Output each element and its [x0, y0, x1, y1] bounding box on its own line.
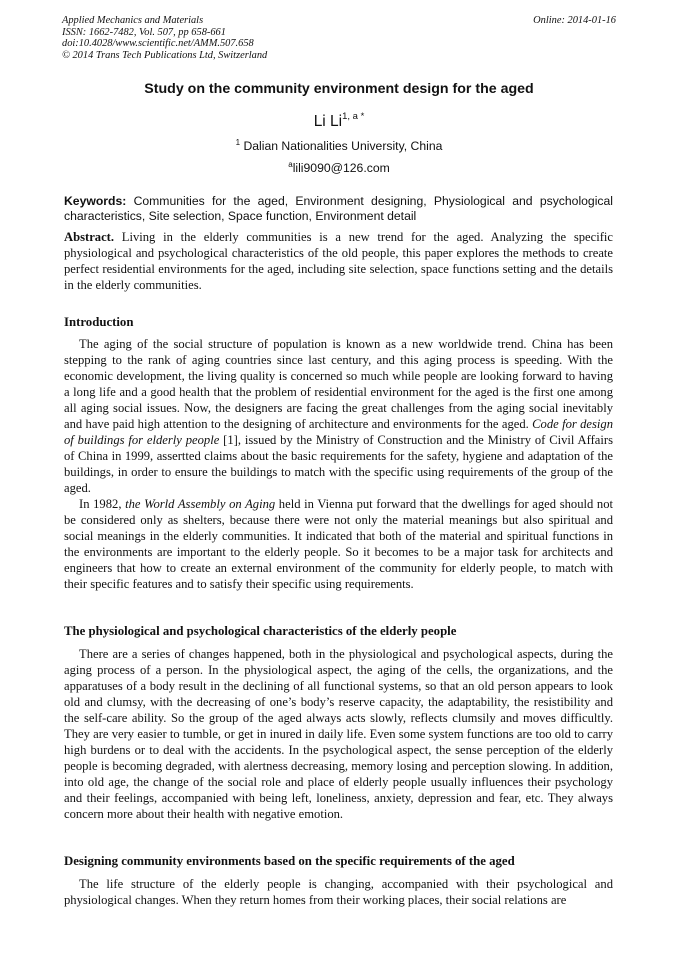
online-date: Online: 2014-01-16 [533, 15, 616, 26]
intro-p1-text-a: The aging of the social structure of population is known as a new worldwide trend. China has been stepping to the rank of aging countries since last century, and this aging process is speeding. With the economic development, the living quality is concerned so much while people are looking forward to having a long life and a good health that the problem of residential environment for the aged is the first one among all aging social issues. Now, the designers are facing the great challenges from the aging social inevitably and have paid high attention to the designing of architecture and environments for the aged. [64, 337, 613, 431]
section-heading-design: Designing community environments based on the specific requirements of the aged [64, 854, 515, 868]
journal-name: Applied Mechanics and Materials [62, 15, 204, 26]
copyright-line: © 2014 Trans Tech Publications Ltd, Switzerland [62, 49, 268, 61]
email-address: lili9090@126.com [292, 161, 390, 175]
design-paragraph: The life structure of the elderly people is changing, accompanied with their psychological and physiological changes. When they return homes from their working places, their social relations are [64, 877, 613, 907]
section-introduction [64, 336, 613, 592]
affiliation-text: Dalian Nationalities University, China [243, 139, 443, 153]
section-design [64, 876, 613, 908]
keywords-text: Communities for the aged, Environment designing, Physiological and psychological characteristics, Site selection, Space function, Environment detail [64, 194, 614, 223]
keywords [64, 194, 613, 223]
intro-p2-text-a: In 1982, [79, 497, 126, 511]
author-name: Li Li [313, 113, 343, 130]
intro-p2-text-b: held in Vienna put forward that the dwellings for aged should not be considered only as shelters, because there were not only the material meanings but also spiritual and social meanings in the elderly communities. It indicated that both of the material and spiritual functions in the environments are important to the elderly people. So it becomes to be a major task for architects and engineers that how to create an external environment of the community for elderly people, to match with their specific features and to satisfy their specific using requirements. [64, 497, 614, 591]
section-heading-introduction: Introduction [64, 315, 134, 329]
intro-p2-event-name: the World Assembly on Aging [125, 497, 276, 511]
intro-p1-citation-title: Code for design of buildings for elderly people [64, 417, 613, 447]
author-marks: 1, a * [342, 111, 365, 122]
intro-p1-text-b: [1], issued by the Ministry of Construction and the Ministry of Civil Affairs of China in 1999, assertted claims about the basic requirements for the safety, hygiene and adaptation of the buildings, in order to ensure the buildings to match with the specific using requirements of the group of the aged. [64, 433, 613, 495]
keywords-label: Keywords: [64, 194, 127, 208]
email-mark: a [288, 160, 293, 169]
abstract [64, 229, 613, 293]
author-line [0, 111, 678, 131]
abstract-label: Abstract. [64, 230, 115, 244]
journal-header [62, 15, 616, 61]
doi-line: doi:10.4028/www.scientific.net/AMM.507.658 [62, 38, 254, 50]
issn-line: ISSN: 1662-7482, Vol. 507, pp 658-661 [62, 26, 226, 38]
intro-paragraph-2 [64, 496, 613, 592]
affiliation [0, 138, 678, 153]
affiliation-mark: 1 [235, 138, 241, 147]
section-characteristics [64, 646, 613, 822]
paper-title: Study on the community environment design for the aged [144, 81, 534, 97]
email-line [0, 160, 678, 175]
abstract-text: Living in the elderly communities is a new trend for the aged. Analyzing the specific physiological and psychological characteristics of the old people, this paper explores the methods to create perfect residential environments for the aged, including site selection, space functions setting and the details in the elderly communities. [64, 230, 614, 292]
characteristics-paragraph: There are a series of changes happened, both in the physiological and psychological aspects, during the aging process of a person. In the physiological aspect, the aging of the cells, the organizations, and the apparatuses of a body result in the declining of all functional systems, so that an old person appears to look old and clumsy, with the decreasing of one’s body’s reserve capacity, the adaptability, the resistibility and the self-care ability. So the group of the aged always acts slowly, reflects clumsily and moves difficultly. They are very easier to tumble, or get in inured in daily life. Even some system functions are too old to carry high burdens or to deal with the accidents. In the psychological aspect, the sense perception of the elderly people is becoming degraded, with alertness decreasing, memory losing and perception slowing. In addition, into old age, the change of the social role and place of elderly people usually influences their psychology and their feelings, accompanied with being left, loneliness, anxiety, depression and fear, etc. They always concern more about their health with negative emotion. [64, 647, 613, 821]
section-heading-characteristics: The physiological and psychological characteristics of the elderly people [64, 624, 457, 638]
intro-paragraph-1 [64, 336, 613, 496]
